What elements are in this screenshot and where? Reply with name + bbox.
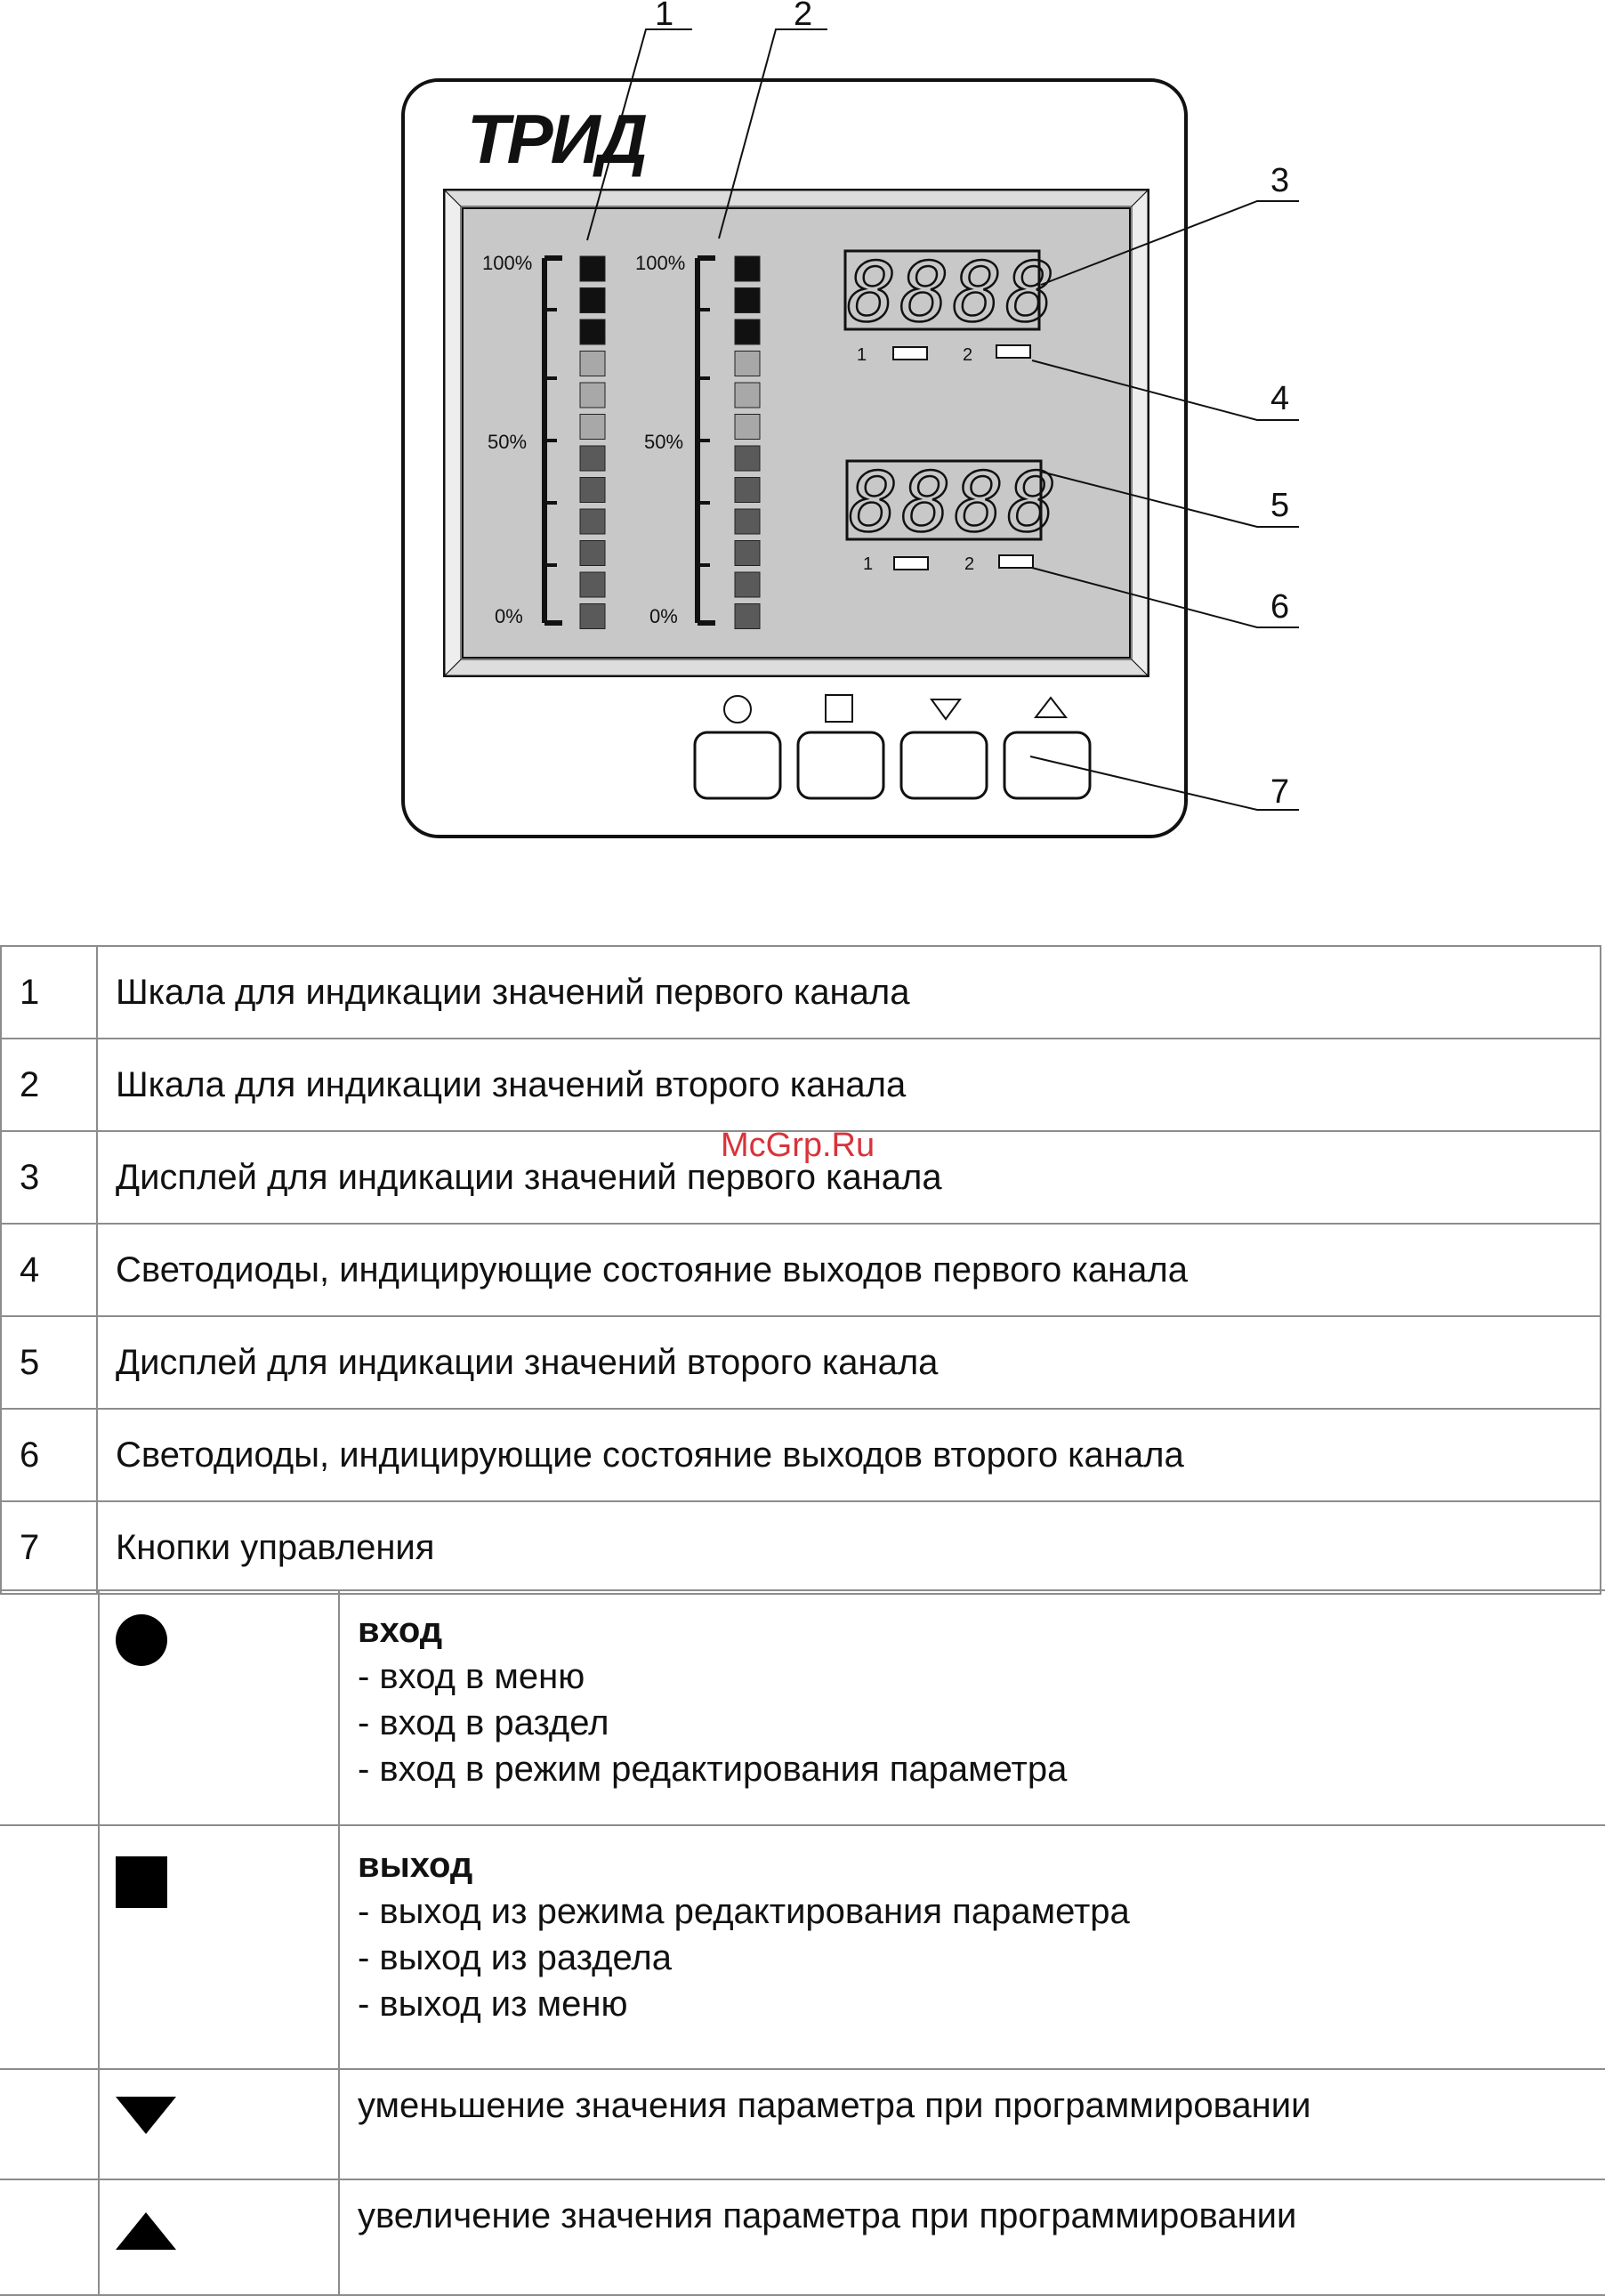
legend-number: 6 <box>1 1409 97 1501</box>
display1-led-2 <box>996 345 1030 358</box>
display1-led-1 <box>893 347 927 360</box>
device-figure <box>0 0 1605 890</box>
button-line: увеличение значения параметра при программировании <box>358 2196 1297 2235</box>
legend-description: Дисплей для индикации значений первого канала <box>97 1131 1601 1224</box>
exit-button[interactable] <box>798 732 883 798</box>
button-line: уменьшение значения параметра при программировании <box>358 2086 1311 2125</box>
triangle-down-filled-icon <box>116 2097 176 2134</box>
display2-led-label-1: 1 <box>863 554 874 574</box>
scale2-label-50: 50% <box>644 431 684 453</box>
legend-row <box>1 1316 1601 1409</box>
scale2-segment <box>735 446 760 471</box>
scale2-segment <box>735 383 760 408</box>
scale1-segment <box>580 541 605 566</box>
scale1-segment <box>580 383 605 408</box>
callout-6: 6 <box>1270 588 1290 626</box>
buttons-table <box>0 1589 1605 2296</box>
scale1-label-0: 0% <box>495 605 523 627</box>
scale1-segment <box>580 604 605 629</box>
scale1-segment <box>580 352 605 376</box>
display2-led-1 <box>894 557 928 570</box>
scale2-segment <box>735 604 760 629</box>
legend-row <box>1 1224 1601 1316</box>
legend-description: Светодиоды, индицирующие состояние выходов первого канала <box>97 1224 1601 1316</box>
scale2-segment <box>735 509 760 534</box>
down-button[interactable] <box>901 732 987 798</box>
scale1-label-100: 100% <box>482 252 533 274</box>
scale1-segment <box>580 319 605 344</box>
callout-7: 7 <box>1270 773 1290 811</box>
scale1-segment <box>580 415 605 440</box>
legend-row <box>1 1409 1601 1501</box>
display1-led-label-1: 1 <box>857 345 867 365</box>
legend-row <box>1 1039 1601 1131</box>
button-row-spacer <box>0 1590 99 1825</box>
callout-1: 1 <box>655 0 674 33</box>
button-icon-cell <box>99 2179 339 2295</box>
enter-button[interactable] <box>695 732 780 798</box>
button-icon-cell <box>99 1590 339 1825</box>
button-line: - выход из раздела <box>358 1938 672 1977</box>
callout-5: 5 <box>1270 487 1290 524</box>
scale2-segment <box>735 256 760 281</box>
square-filled-icon <box>116 1856 167 1908</box>
callout-4: 4 <box>1270 380 1290 417</box>
legend-description: Шкала для индикации значений первого канала <box>97 946 1601 1039</box>
scale2-segment <box>735 415 760 440</box>
legend-number: 4 <box>1 1224 97 1316</box>
scale1-segment <box>580 256 605 281</box>
scale2-segment <box>735 478 760 503</box>
button-row-spacer <box>0 2179 99 2295</box>
button-line: - выход из режима редактирования параметра <box>358 1892 1130 1931</box>
callout-3: 3 <box>1270 162 1290 199</box>
scale2-segment <box>735 572 760 597</box>
button-description <box>339 2069 1605 2179</box>
button-row-spacer <box>0 2069 99 2179</box>
device-logo: ТРИД <box>467 100 646 178</box>
button-line: - вход в меню <box>358 1657 585 1696</box>
legend-description: Кнопки управления <box>97 1501 1601 1594</box>
circle-filled-icon <box>116 1614 167 1666</box>
button-line: - вход в режим редактирования параметра <box>358 1750 1068 1789</box>
button-icon-cell <box>99 1825 339 2069</box>
scale1-segment <box>580 509 605 534</box>
button-row <box>0 1825 1605 2069</box>
display2-led-2 <box>999 555 1033 568</box>
scale1-segment <box>580 572 605 597</box>
display1-led-label-2: 2 <box>963 345 973 365</box>
button-description <box>339 1590 1605 1825</box>
legend-table <box>0 945 1601 1595</box>
legend-row <box>1 946 1601 1039</box>
scale1-segment <box>580 478 605 503</box>
scale2-segment <box>735 352 760 376</box>
button-line: - вход в раздел <box>358 1703 609 1742</box>
button-line: - выход из меню <box>358 1985 628 2024</box>
button-row <box>0 2069 1605 2179</box>
scale2-segment <box>735 319 760 344</box>
scale2-label-100: 100% <box>635 252 686 274</box>
button-icon-cell <box>99 2069 339 2179</box>
triangle-up-filled-icon <box>116 2212 176 2250</box>
legend-number: 7 <box>1 1501 97 1594</box>
button-description <box>339 2179 1605 2295</box>
legend-number: 3 <box>1 1131 97 1224</box>
display1-digits: 8888 <box>847 245 1059 340</box>
legend-description: Шкала для индикации значений второго канала <box>97 1039 1601 1131</box>
button-row <box>0 1590 1605 1825</box>
display2-led-label-2: 2 <box>964 554 975 574</box>
device-diagram <box>0 0 1605 890</box>
button-row <box>0 2179 1605 2295</box>
legend-number: 2 <box>1 1039 97 1131</box>
scale1-label-50: 50% <box>488 431 528 453</box>
button-row-spacer <box>0 1825 99 2069</box>
legend-row <box>1 1501 1601 1594</box>
button-description <box>339 1825 1605 2069</box>
legend-description: Дисплей для индикации значений второго канала <box>97 1316 1601 1409</box>
callout-2: 2 <box>794 0 813 33</box>
legend-description: Светодиоды, индицирующие состояние выходов второго канала <box>97 1409 1601 1501</box>
legend-number: 5 <box>1 1316 97 1409</box>
scale1-segment <box>580 446 605 471</box>
scale1-segment <box>580 288 605 313</box>
button-title: выход <box>358 1846 473 1885</box>
display2-digits: 8888 <box>849 455 1061 550</box>
scale2-label-0: 0% <box>649 605 678 627</box>
scale2-segment <box>735 541 760 566</box>
legend-number: 1 <box>1 946 97 1039</box>
scale2-segment <box>735 288 760 313</box>
watermark: McGrp.Ru <box>721 1127 875 1164</box>
button-title: вход <box>358 1611 443 1650</box>
up-button[interactable] <box>1004 732 1090 798</box>
